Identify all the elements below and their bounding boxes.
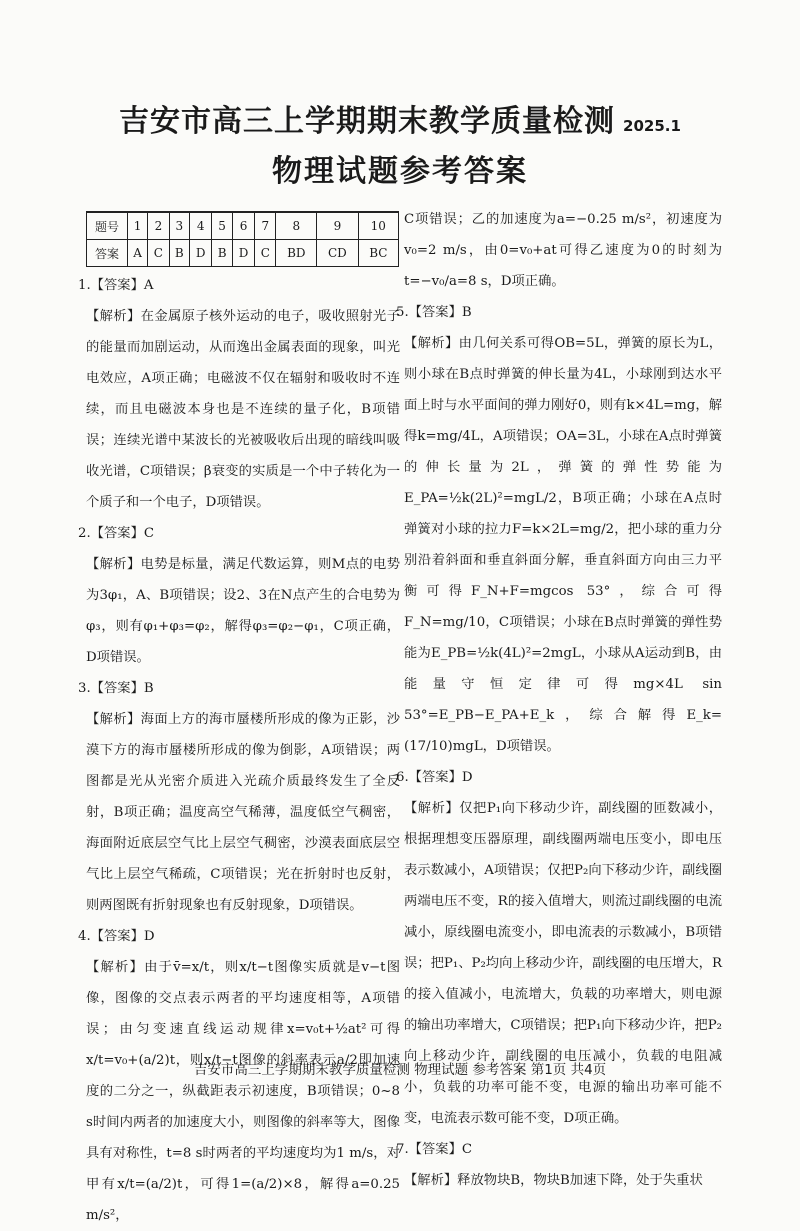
page-title — [0, 96, 800, 140]
table-cell: 2 — [148, 212, 169, 240]
table-cell: C — [148, 240, 169, 267]
analysis-4: 【解析】由于v̄=x/t，则x/t−t图像实质就是v−t图像，图像的交点表示两者的平均速度相等，A项错误；由匀变速直线运动规律x=v₀t+½at²可得x/t=v₀+(a/2)t，则x/t−t图像的斜率表示a/2即加速度的二分之一，纵截距表示初速度，B项错误；0~8 s时间内两者的加速度大小，则图像的斜率等大，图像具有对称性，t=8 s时两者的平均速度均为1 m/s，对甲有x/t=(a/2)t，可得1=(a/2)×8，解得a=0.25 m/s²， — [86, 960, 400, 1223]
table-cell: C — [255, 240, 276, 267]
table-cell: B — [169, 240, 190, 267]
exam-date: 2025.1 — [623, 117, 681, 135]
answer-heading-2: 2.【答案】C — [78, 526, 155, 541]
row-label: 答案 — [87, 240, 128, 267]
table-cell: 4 — [190, 212, 212, 240]
analysis-6: 【解析】仅把P₁向下移动少许，副线圈的匝数减小，根据理想变压器原理，副线圈两端电压变小，即电压表示数减小，A项错误；仅把P₂向下移动少许，副线圈两端电压不变，R的接入值增大，则流过副线圈的电流减小，原线圈电流变小，即电流表的示数减小，B项错误；把P₁、P₂均向上移动少许，副线圈的电压增大，R的接入值减小，电流增大，负载的功率增大，则电源的输出功率增大，C项错误；把P₁向下移动少许，把P₂向上移动少许，副线圈的电压减小，负载的电阻减小，负载的功率可能不变，电源的输出功率可能不变，电流表示数可能不变，D项正确。 — [404, 801, 722, 1126]
page-footer: 吉安市高三上学期期末教学质量检测 物理试题 参考答案 第1页 共4页 — [193, 1062, 607, 1078]
answer-heading-6: 6.【答案】D — [396, 770, 473, 785]
analysis-4-continued: C项错误；乙的加速度为a=−0.25 m/s²，初速度为v₀=2 m/s，由0=v₀+at可得乙速度为0的时刻为t=−v₀/a=8 s，D项正确。 — [404, 212, 722, 289]
answer-heading-1: 1.【答案】A — [78, 278, 154, 293]
table-cell: 8 — [276, 212, 317, 240]
answer-heading-5: 5.【答案】B — [396, 305, 472, 320]
left-column — [78, 270, 400, 1231]
table-cell: 6 — [232, 212, 254, 240]
table-row-answers — [87, 240, 399, 267]
table-cell: 1 — [128, 212, 148, 240]
table-cell: CD — [317, 240, 358, 267]
table-cell: D — [232, 240, 254, 267]
answer-table — [86, 211, 399, 267]
table-cell: 3 — [169, 212, 190, 240]
analysis-2: 【解析】电势是标量，满足代数运算，则M点的电势为3φ₁，A、B项错误；设2、3在N点产生的合电势为φ₃，则有φ₁+φ₃=φ₂，解得φ₃=φ₂−φ₁，C项正确，D项错误。 — [86, 557, 400, 665]
title-text: 吉安市高三上学期期末教学质量检测 — [119, 104, 616, 139]
analysis-1: 【解析】在金属原子核外运动的电子，吸收照射光子的能量而加剧运动，从而逸出金属表面的现象，叫光电效应，A项正确；电磁波不仅在辐射和吸收时不连续，而且电磁波本身也是不连续的量子化，B项错误；连续光谱中某波长的光被吸收后出现的暗线叫吸收光谱，C项错误；β衰变的实质是一个中子转化为一个质子和一个电子，D项错误。 — [86, 309, 400, 510]
answer-heading-7: 7.【答案】C — [396, 1142, 473, 1157]
table-cell: B — [212, 240, 233, 267]
row-label: 题号 — [87, 212, 128, 240]
analysis-5: 【解析】由几何关系可得OB=5L，弹簧的原长为L，则小球在B点时弹簧的伸长量为4L，小球刚到达水平面上时与水平面间的弹力刚好0，则有k×4L=mg，解得k=mg/4L，A项错误；OA=3L，小球在A点时弹簧的伸长量为2L，弹簧的弹性势能为E_PA=½k(2L)²=mgL/2，B项正确；小球在A点时弹簧对小球的拉力F=k×2L=mg/2，把小球的重力分别沿着斜面和垂直斜面分解，垂直斜面方向由三力平衡可得F_N+F=mgcos 53°，综合可得F_N=mg/10，C项错误；小球在B点时弹簧的弹性势能为E_PB=½k(4L)²=2mgL，小球从A运动到B，由能量守恒定律可得mg×4L sin 53°=E_PB−E_PA+E_k，综合解得E_k=(17/10)mgL，D项错误。 — [404, 336, 722, 754]
table-cell: A — [128, 240, 148, 267]
table-cell: BD — [276, 240, 317, 267]
analysis-3: 【解析】海面上方的海市蜃楼所形成的像为正影，沙漠下方的海市蜃楼所形成的像为倒影，A项错误；两图都是光从光密介质进入光疏介质最终发生了全反射，B项正确；温度高空气稀薄，温度低空气稠密，海面附近底层空气比上层空气稠密，沙漠表面底层空气比上层空气稀疏，C项错误；光在折射时也反射，则两图既有折射现象也有反射现象，D项错误。 — [86, 712, 400, 913]
table-cell: D — [190, 240, 212, 267]
answer-heading-4: 4.【答案】D — [78, 929, 155, 944]
table-cell: BC — [358, 240, 398, 267]
table-cell: 10 — [358, 212, 398, 240]
table-cell: 9 — [317, 212, 358, 240]
page-subtitle: 物理试题参考答案 — [272, 154, 528, 189]
analysis-7: 【解析】释放物块B，物块B加速下降，处于失重状 — [404, 1173, 703, 1188]
table-cell: 7 — [255, 212, 276, 240]
table-cell: 5 — [212, 212, 233, 240]
table-row-numbers — [87, 212, 399, 240]
answer-heading-3: 3.【答案】B — [78, 681, 154, 696]
